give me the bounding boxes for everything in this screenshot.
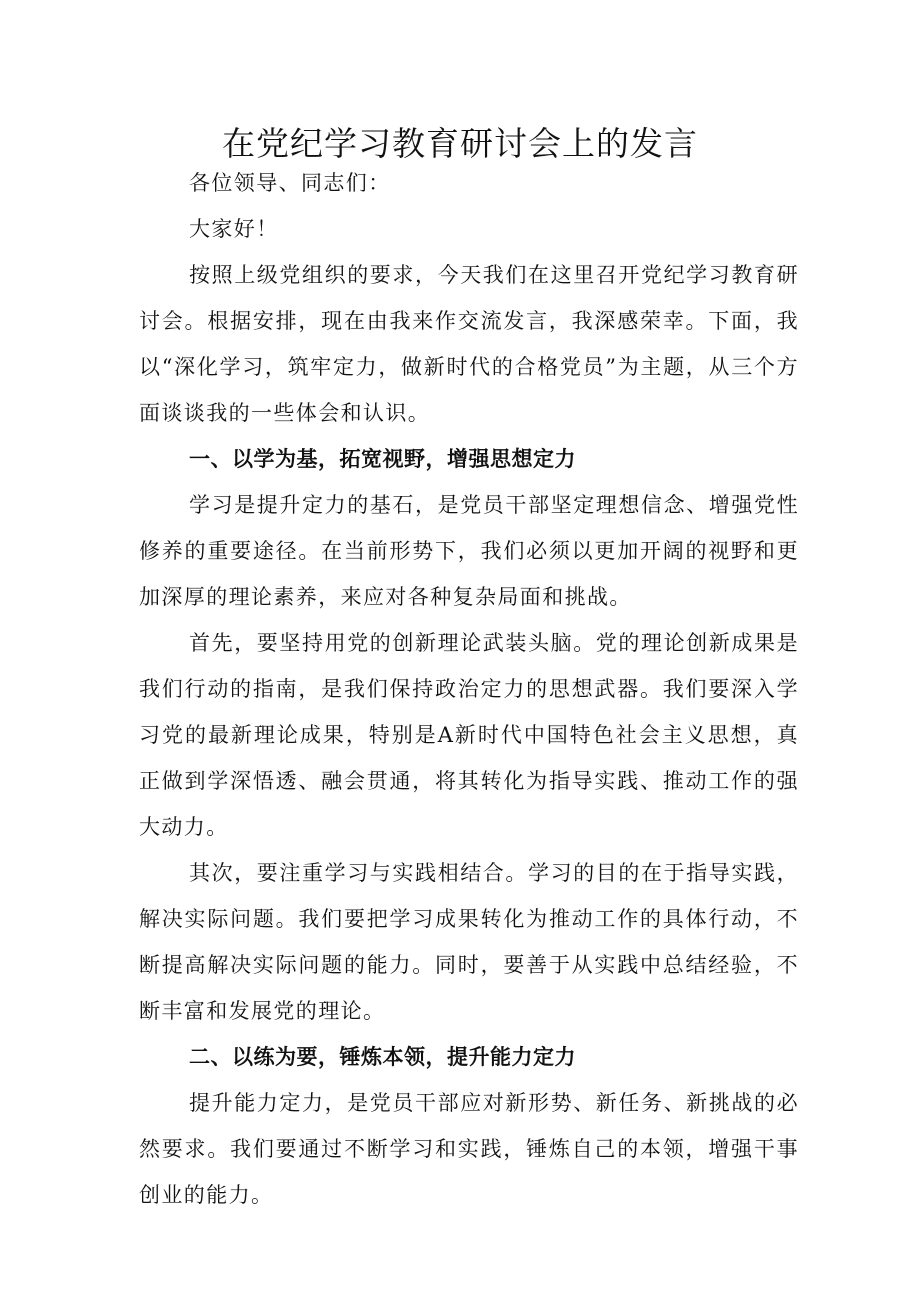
intro-paragraph: 按照上级党组织的要求，今天我们在这里召开党纪学习教育研讨会。根据安排，现在由我来作交流发言，我深感荣幸。下面，我以“深化学习，筑牢定力，做新时代的合格党员”为主题，从三个方面谈谈我的一些体会和认识。 — [139, 263, 799, 425]
salutation: 各位领导、同志们： — [189, 171, 391, 195]
section-1-paragraph-3: 其次，要注重学习与实践相结合。学习的目的在于指导实践，解决实际问题。我们要把学习成果转化为推动工作的具体行动，不断提高解决实际问题的能力。同时，要善于从实践中总结经验，不断丰富和发展党的理论。 — [139, 861, 799, 1023]
section-1-paragraph-1: 学习是提升定力的基石，是党员干部坚定理想信念、增强党性修养的重要途径。在当前形势下，我们必须以更加开阔的视野和更加深厚的理论素养，来应对各种复杂局面和挑战。 — [139, 493, 799, 609]
section-2-heading: 二、以练为要，锤炼本领，提升能力定力 — [189, 1045, 576, 1069]
section-1-paragraph-2: 首先，要坚持用党的创新理论武装头脑。党的理论创新成果是我们行动的指南，是我们保持政治定力的思想武器。我们要深入学习党的最新理论成果，特别是A新时代中国特色社会主义思想，真正做到学深悟透、融会贯通，将其转化为指导实践、推动工作的强大动力。 — [139, 631, 799, 839]
section-2-paragraph-1: 提升能力定力，是党员干部应对新形势、新任务、新挑战的必然要求。我们要通过不断学习和实践，锤炼自己的本领，增强干事创业的能力。 — [139, 1091, 799, 1207]
document-body — [139, 160, 799, 1218]
greeting: 大家好！ — [189, 217, 279, 241]
document-title: 在党纪学习教育研讨会上的发言 — [222, 124, 698, 163]
section-1-heading: 一、以学为基，拓宽视野，增强思想定力 — [189, 447, 576, 471]
